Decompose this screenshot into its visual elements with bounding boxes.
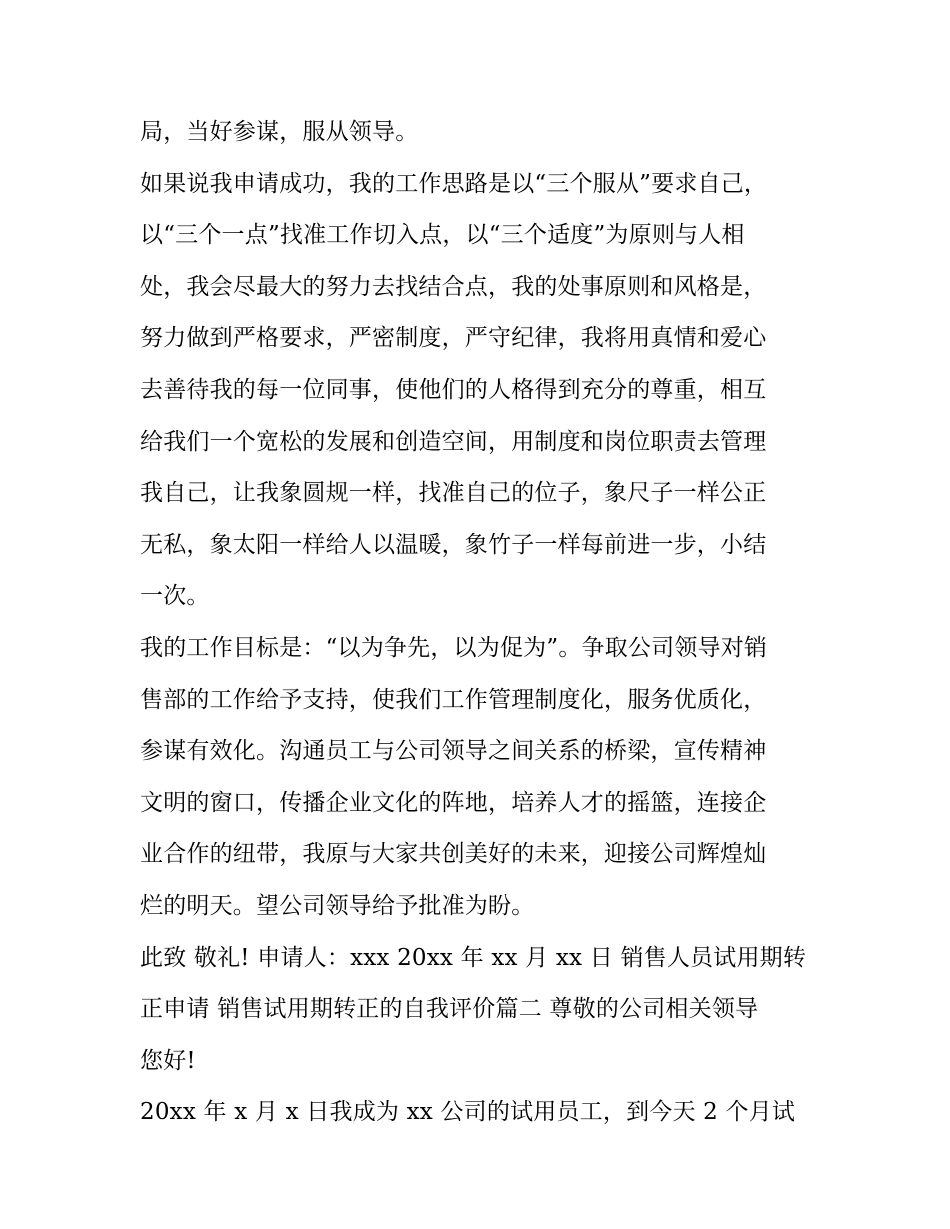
text-line: 处，我会尽最大的努力去找结合点，我的处事原则和风格是， [140, 273, 767, 300]
text-line: 我的工作目标是：“以为争先，以为促为”。争取公司领导对销 [140, 634, 768, 661]
paragraph-4 [140, 933, 820, 1088]
paragraph-3 [140, 623, 820, 933]
text-line: 参谋有效化。沟通员工与公司领导之间关系的桥梁，宣传精神 [140, 738, 767, 765]
text-line: 烂的明天。望公司领导给予批准为盼。 [140, 892, 535, 919]
text-line: 无私，象太阳一样给人以温暖，象竹子一样每前进一步，小结 [140, 531, 767, 558]
text-line: 售部的工作给予支持，使我们工作管理制度化，服务优质化， [140, 686, 767, 713]
text-line: 以“三个一点”找准工作切入点，以“三个适度”为原则与人相 [140, 222, 745, 249]
text-line: 业合作的纽带，我原与大家共创美好的未来，迎接公司辉煌灿 [140, 841, 767, 868]
text-line: 正申请 销售试用期转正的自我评价篇二 尊敬的公司相关领导 [140, 996, 759, 1023]
paragraph-2 [140, 159, 820, 623]
text-line: 局，当好参谋，服从领导。 [140, 119, 419, 145]
text-line: 努力做到严格要求，严密制度，严守纪律，我将用真情和爱心 [140, 325, 767, 352]
text-line: 您好! [140, 1047, 196, 1074]
text-line: 一次。 [140, 583, 210, 610]
text-line: 此致 敬礼! 申请人：xxx 20xx 年 xx 月 xx 日 销售人员试用期转 [140, 944, 807, 971]
text-line: 文明的窗口，传播企业文化的阵地，培养人才的摇篮，连接企 [140, 789, 767, 816]
text-line: 去善待我的每一位同事，使他们的人格得到充分的尊重，相互 [140, 376, 767, 403]
text-line: 20xx 年 x 月 x 日我成为 xx 公司的试用员工，到今天 2 个月试 [140, 1099, 796, 1126]
text-line: 我自己，让我象圆规一样，找准自己的位子，象尺子一样公正 [140, 480, 767, 507]
text-line: 如果说我申请成功，我的工作思路是以“三个服从”要求自己， [140, 170, 768, 197]
paragraph-1 [140, 107, 820, 159]
paragraph-5 [140, 1087, 820, 1139]
document-body [140, 107, 820, 1139]
text-line: 给我们一个宽松的发展和创造空间，用制度和岗位职责去管理 [140, 428, 767, 455]
